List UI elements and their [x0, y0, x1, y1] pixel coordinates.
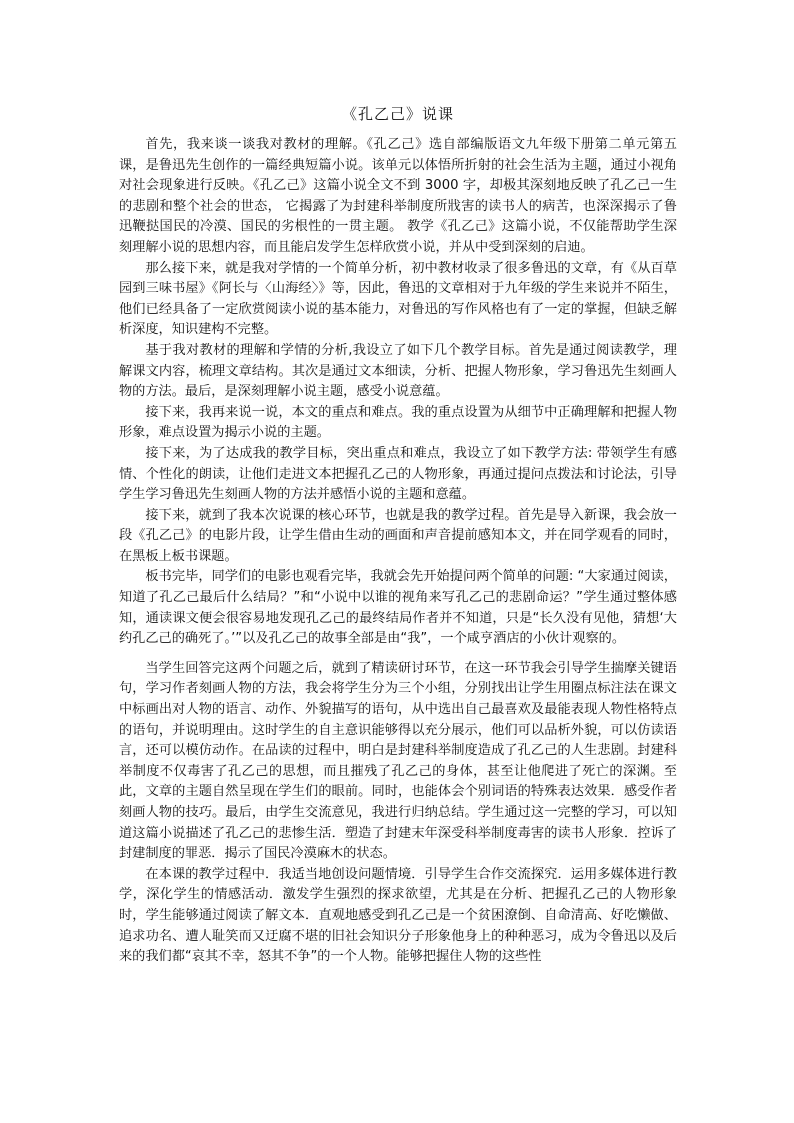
paragraph-questions: 板书完毕，同学们的电影也观看完毕，我就会先开始提问两个简单的问题: “大家通过阅读，知道了孔乙己最后什么结局？”和“小说中以谁的视角来写孔乙己的悲剧命运？”学生通过整体感知，通读课文便会很容易地发现孔乙己的最终结局作者并不知道，只是“长久没有见他，猜想‘大约孔乙己的确死了。’”以及孔乙己的故事全部是由“我”，一个咸亨酒店的小伙计观察的。 — [119, 569, 677, 647]
document-body — [119, 103, 677, 968]
document-title: 《孔乙己》说课 — [341, 105, 454, 123]
paragraph-key-points: 接下来，我再来说一说，本文的重点和难点。我的重点设置为从细节中正确理解和把握人物形象，难点设置为揭示小说的主题。 — [119, 404, 677, 441]
paragraph-close-reading: 当学生回答完这两个问题之后，就到了精读研讨环节，在这一环节我会引导学生揣摩关键语句，学习作者刻画人物的方法，我会将学生分为三个小组，分别找出让学生用圈点标注法在课文中标画出对人物的语言、动作、外貌描写的语句，从中选出自己最喜欢及最能表现人物性格特点的语句，并说明理由。这时学生的自主意识能够得以充分展示，他们可以品析外貌，可以仿读语言，还可以模仿动作。在品读的过程中，明白是封建科举制度造成了孔乙己的人生悲剧。封建科举制度不仅毒害了孔乙己的思想，而且摧残了孔乙己的身体，甚至让他爬进了死亡的深渊。至此，文章的主题自然呈现在学生们的眼前。同时，也能体会个别词语的特殊表达效果．感受作者刻画人物的技巧。最后，由学生交流意见，我进行归纳总结。学生通过这一完整的学习，可以知道这篇小说描述了孔乙己的悲惨生活．塑造了封建末年深受科举制度毒害的读书人形象．控诉了封建制度的罪恶．揭示了国民冷漠麻木的状态。 — [119, 660, 677, 862]
paragraph-lesson-intro: 接下来，就到了我本次说课的核心环节，也就是我的教学过程。首先是导入新课，我会放一段《孔乙己》的电影片段，让学生借由生动的画面和声音提前感知本文，并在同学观看的同时，在黑板上板书课题。 — [119, 507, 677, 564]
paragraph-teaching-goals: 基于我对教材的理解和学情的分析,我设立了如下几个教学目标。首先是通过阅读教学，理解课文内容，梳理文章结构。其次是通过文本细读，分析、把握人物形象，学习鲁迅先生刻画人物的方法。最后，是深刻理解小说主题，感受小说意蕴。 — [119, 342, 677, 400]
paragraph-teaching-methods: 接下来，为了达成我的教学目标，突出重点和难点，我设立了如下教学方法: 带领学生有感情、个性化的朗读，让他们走进文本把握孔乙己的人物形象，再通过提问点拨法和讨论法，引导学生学习鲁迅先生刻画人物的方法并感悟小说的主题和意蕴。 — [119, 445, 677, 503]
paragraph-student-analysis: 那么接下来，就是我对学情的一个简单分析，初中教材收录了很多鲁迅的文章，有《从百草园到三味书屋》《阿长与〈山海经〉》等，因此，鲁迅的文章相对于九年级的学生来说并不陌生，他们已经具备了一定欣赏阅读小说的基本能力，对鲁迅的写作风格也有了一定的掌握，但缺乏解析深度，知识建构不完整。 — [119, 260, 677, 338]
paragraph-reflection: 在本课的教学过程中．我适当地创设问题情境．引导学生合作交流探究．运用多媒体进行教学，深化学生的情感活动．激发学生强烈的探求欲望，尤其是在分析、把握孔乙己的人物形象时，学生能够通过阅读了解文本．直观地感受到孔乙己是一个贫困潦倒、自命清高、好吃懒做、追求功名、遭人耻笑而又迂腐不堪的旧社会知识分子形象他身上的种种恶习，成为令鲁迅以及后来的我们都“哀其不幸，怒其不争”的一个人物。能够把握住人物的这些性 — [119, 866, 677, 965]
paragraph-textbook-analysis: 首先，我来谈一谈我对教材的理解。《孔乙己》选自部编版语文九年级下册第二单元第五课，是鲁迅先生创作的一篇经典短篇小说。该单元以体悟所折射的社会生活为主题，通过小视角对社会现象进行反映。《孔乙己》这篇小说全文不到 3000 字，却极其深刻地反映了孔乙己一生的悲剧和整个社会的世态， 它揭露了为封建科举制度所戕害的读书人的病苦，也深深揭示了鲁迅鞭挞国民的冷漠、国民的劣根性的一贯主题。 教学《孔乙己》这篇小说，不仅能帮助学生深刻理解小说的思想内容，而且能启发学生怎样欣赏小说，并从中受到深刻的启迪。 — [119, 137, 677, 255]
